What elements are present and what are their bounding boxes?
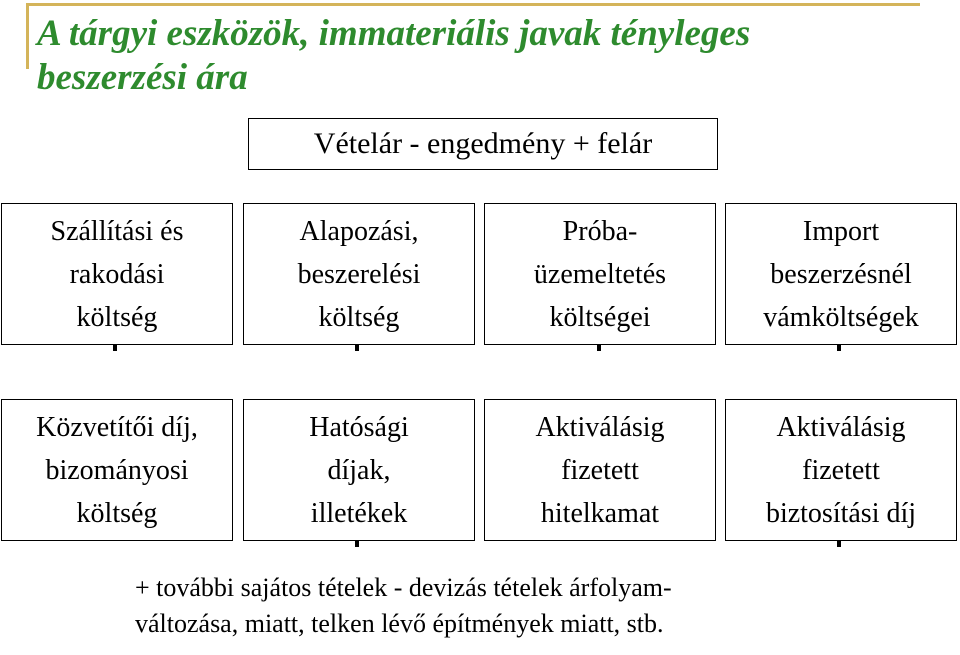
box-line: beszerzésnél: [770, 258, 912, 290]
box-line: Közvetítői díj,: [36, 411, 198, 443]
box-line: Aktiválásig: [776, 411, 906, 443]
box-line: hitelkamat: [540, 497, 660, 529]
footnote: [135, 570, 935, 642]
box-line: Import: [802, 215, 880, 247]
box-line: költség: [76, 497, 158, 529]
cost-box-installation: [243, 203, 475, 345]
box-line: Hatósági: [309, 411, 409, 443]
box-line: Aktiválásig: [535, 411, 665, 443]
cost-box-shipping: [1, 203, 233, 345]
title-line-2: beszerzési ára: [37, 57, 248, 98]
formula-text: Vételár - engedmény + felár: [313, 127, 653, 160]
tick-mark: [355, 345, 359, 351]
box-line: rakodási: [69, 258, 165, 290]
tick-mark: [355, 541, 359, 547]
box-line: beszerelési: [297, 258, 421, 290]
cost-box-insurance: [725, 399, 957, 541]
box-line: illetékek: [310, 497, 408, 529]
cost-box-interest: [484, 399, 716, 541]
tick-mark: [113, 345, 117, 351]
decorative-left-line: [26, 3, 29, 69]
tick-mark: [837, 541, 841, 547]
footnote-line-1: + további sajátos tételek - devizás tételek árfolyam-: [135, 573, 672, 602]
box-line: bizományosi: [45, 454, 189, 486]
box-line: díjak,: [327, 454, 391, 486]
cost-box-official-fees: [243, 399, 475, 541]
box-line: költségei: [549, 301, 651, 333]
title-line-1: A tárgyi eszközök, immateriális javak tényleges: [37, 13, 751, 54]
box-line: biztosítási díj: [765, 497, 917, 529]
box-line: Próba-: [562, 215, 638, 247]
slide-title: [37, 12, 937, 100]
box-line: fizetett: [802, 454, 880, 486]
formula-box: [248, 118, 718, 170]
tick-mark: [837, 345, 841, 351]
cost-box-brokerage: [1, 399, 233, 541]
box-line: fizetett: [561, 454, 639, 486]
box-line: Szállítási és: [50, 215, 184, 247]
cost-box-trial-run: [484, 203, 716, 345]
cost-box-customs: [725, 203, 957, 345]
decorative-top-line: [26, 3, 920, 6]
box-line: Alapozási,: [299, 215, 419, 247]
box-line: vámköltségek: [763, 301, 919, 333]
box-line: üzemeltetés: [533, 258, 667, 290]
footnote-line-2: változása, miatt, telken lévő építmények miatt, stb.: [135, 609, 664, 638]
box-line: költség: [318, 301, 400, 333]
box-line: költség: [76, 301, 158, 333]
tick-mark: [597, 345, 601, 351]
